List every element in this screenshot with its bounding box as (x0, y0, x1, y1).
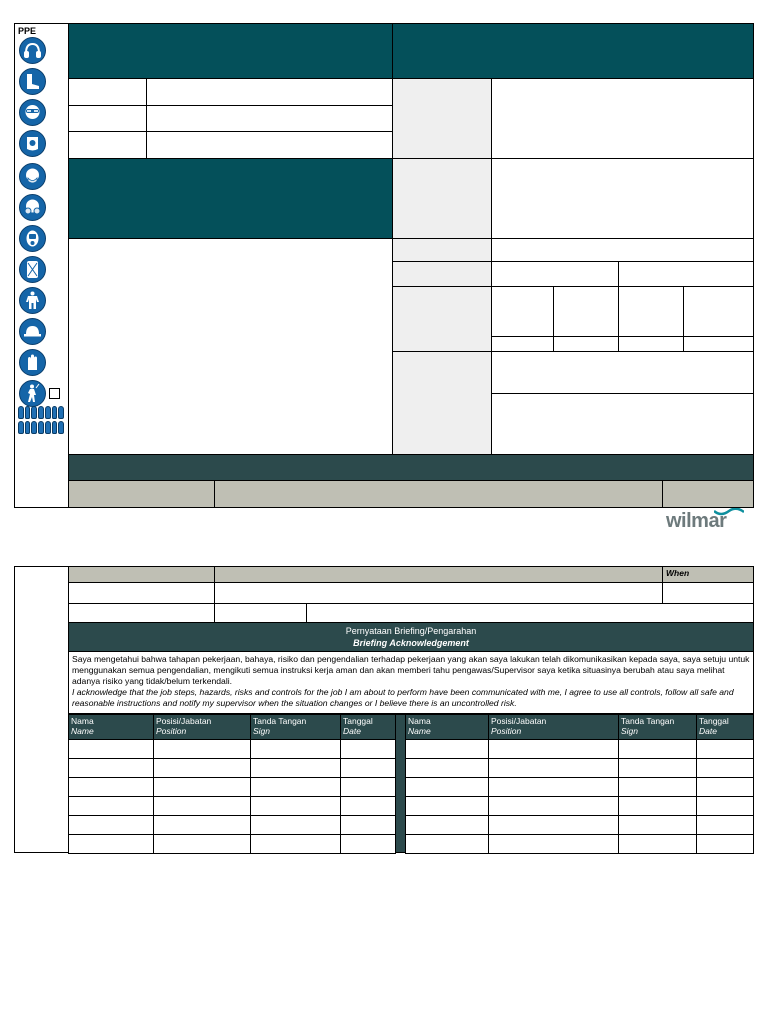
signature-cell[interactable] (618, 739, 697, 759)
signature-cell[interactable] (153, 834, 251, 854)
signature-cell[interactable] (153, 777, 251, 797)
briefing-title-id: Pernyataan Briefing/Pengarahan (345, 626, 477, 636)
respirator-icon (19, 194, 46, 221)
col-header-id: Posisi/Jabatan (156, 716, 212, 726)
grid-cell[interactable] (618, 286, 684, 337)
signature-cell[interactable] (68, 758, 154, 778)
footer-grey-cell-2 (214, 480, 663, 508)
signature-cell[interactable] (696, 739, 754, 759)
label-cell-3 (68, 131, 147, 159)
col-header-en: Name (71, 726, 94, 736)
col-header-id: Nama (408, 716, 431, 726)
ear-protection-icon (19, 37, 46, 64)
glove-icon (31, 406, 37, 419)
signature-cell[interactable] (488, 777, 619, 797)
signature-cell[interactable] (405, 777, 489, 797)
when-input[interactable] (662, 582, 754, 604)
col-header-id: Tanggal (343, 716, 373, 726)
right-label-3 (392, 238, 492, 262)
signature-cell[interactable] (340, 834, 396, 854)
ppe-column (14, 23, 68, 508)
col-header-sign-2 (618, 714, 697, 740)
ppe-checkbox[interactable] (49, 388, 60, 399)
glove-icon (31, 421, 37, 434)
signature-cell[interactable] (153, 758, 251, 778)
signature-cell[interactable] (405, 834, 489, 854)
signature-cell[interactable] (68, 739, 154, 759)
right-input-2[interactable] (491, 158, 754, 239)
glove-icon (52, 421, 58, 434)
signature-cell[interactable] (250, 758, 341, 778)
safety-glasses-icon (19, 99, 46, 126)
signature-cell[interactable] (696, 758, 754, 778)
signature-cell[interactable] (340, 758, 396, 778)
col-header-id: Nama (71, 716, 94, 726)
col-header-name-2 (405, 714, 489, 740)
hazmat-suit-icon (19, 256, 46, 283)
grid-cell[interactable] (553, 336, 619, 352)
glove-icon (45, 421, 51, 434)
signature-cell[interactable] (405, 758, 489, 778)
signature-cell[interactable] (405, 796, 489, 816)
signature-cell[interactable] (618, 758, 697, 778)
briefing-input-3[interactable] (68, 603, 215, 623)
signature-cell[interactable] (250, 834, 341, 854)
right-label-5 (392, 286, 492, 352)
signature-cell[interactable] (250, 815, 341, 835)
briefing-input-5[interactable] (306, 603, 754, 623)
signature-cell[interactable] (405, 815, 489, 835)
col-header-id: Tanda Tangan (621, 716, 675, 726)
glove-icon (58, 406, 64, 419)
col-header-en: Position (491, 726, 522, 736)
briefing-title-en: Briefing Acknowledgement (353, 638, 469, 648)
wilmar-logo (664, 508, 748, 532)
signature-cell[interactable] (153, 815, 251, 835)
signature-cell[interactable] (488, 815, 619, 835)
header-bar-right (392, 23, 754, 79)
signature-cell[interactable] (696, 834, 754, 854)
input-cell-3[interactable] (146, 131, 393, 159)
glove-icon (45, 406, 51, 419)
right-input-1[interactable] (491, 78, 754, 159)
signature-cell[interactable] (696, 796, 754, 816)
briefing-left-margin (14, 566, 68, 853)
grid-cell[interactable] (618, 336, 684, 352)
briefing-input-1[interactable] (68, 582, 215, 604)
signature-cell[interactable] (340, 739, 396, 759)
briefing-input-2[interactable] (214, 582, 663, 604)
gloves-icon (19, 349, 46, 376)
grid-cell[interactable] (683, 286, 754, 337)
job-steps-area[interactable] (68, 238, 393, 455)
signature-cell[interactable] (68, 815, 154, 835)
col-header-date (340, 714, 396, 740)
signature-cell[interactable] (405, 739, 489, 759)
col-header-en: Date (343, 726, 361, 736)
glove-icon (58, 421, 64, 434)
face-shield-icon (19, 130, 46, 157)
grid-cell[interactable] (491, 286, 554, 337)
signature-cell[interactable] (488, 796, 619, 816)
signature-cell[interactable] (618, 834, 697, 854)
col-header-en: Sign (253, 726, 271, 736)
header-bar-left (68, 23, 393, 79)
glove-icon (25, 406, 31, 419)
col-header-id: Tanggal (699, 716, 729, 726)
coverall-icon (19, 287, 46, 314)
col-header-en: Name (408, 726, 431, 736)
briefing-grey-cell-1 (68, 566, 215, 583)
signature-cell[interactable] (68, 777, 154, 797)
col-header-en: Position (156, 726, 187, 736)
harness-icon (19, 380, 46, 407)
footer-bar (68, 454, 754, 481)
acknowledgement-statement (68, 651, 754, 714)
signature-cell[interactable] (340, 796, 396, 816)
col-header-position (153, 714, 251, 740)
statement-en: I acknowledge that the job steps, hazards, risks and controls for the job I am about to perform have been communicated with me, I agree to use all controls, follow all safe and reasonable instructions and notify my supervisor when the situation changes or I believe there is an uncontrolled risk. (72, 687, 734, 708)
grid-cell[interactable] (683, 336, 754, 352)
right-input-4b[interactable] (618, 261, 754, 287)
signature-cell[interactable] (696, 777, 754, 797)
hard-hat-icon (19, 318, 46, 345)
safety-boots-icon (19, 68, 46, 95)
signature-cell[interactable] (488, 739, 619, 759)
input-cell-1[interactable] (146, 78, 393, 106)
col-header-en: Sign (621, 726, 639, 736)
right-input-3[interactable] (491, 238, 754, 262)
label-cell-2 (68, 105, 147, 132)
statement-id: Saya mengetahui bahwa tahapan pekerjaan, bahaya, risiko dan pengendalian terhadap pekerjaan yang akan saya lakukan telah dikomunikasikan kepada saya, saya setuju untuk menggunakan semua pengendalian, mengikuti semua instruksi kerja aman dan akan memberi tahu pengawas/Supervisor saya ketika situasinya berubah atau saya melihat adanya risiko yang tidak/belum terkendali. (72, 654, 750, 686)
signature-cell[interactable] (153, 739, 251, 759)
right-input-6a[interactable] (491, 351, 754, 394)
glove-icon (25, 421, 31, 434)
input-cell-2[interactable] (146, 105, 393, 132)
col-header-name (68, 714, 154, 740)
signature-cell[interactable] (488, 834, 619, 854)
logo-wave-icon (714, 508, 744, 518)
signature-cell[interactable] (340, 815, 396, 835)
ppe-title: PPE (18, 26, 37, 36)
col-header-date-2 (696, 714, 754, 740)
footer-grey-cell-1 (68, 480, 215, 508)
signature-cell[interactable] (68, 834, 154, 854)
signature-cell[interactable] (618, 815, 697, 835)
glove-icon (38, 421, 44, 434)
briefing-input-4[interactable] (214, 603, 307, 623)
full-face-mask-icon (19, 225, 46, 252)
glove-icon (18, 406, 24, 419)
col-header-position-2 (488, 714, 619, 740)
signature-cell[interactable] (250, 777, 341, 797)
signature-cell[interactable] (250, 796, 341, 816)
right-label-2 (392, 158, 492, 239)
col-header-en: Date (699, 726, 717, 736)
logo-text: wilmar (666, 510, 727, 532)
signature-cell[interactable] (488, 758, 619, 778)
section-header-steps (68, 158, 393, 239)
right-label-1 (392, 78, 492, 159)
briefing-title-bar (68, 622, 754, 652)
right-input-6b[interactable] (491, 393, 754, 455)
glove-sizes-strip (18, 406, 64, 448)
label-cell-1 (68, 78, 147, 106)
footer-grey-cell-3 (662, 480, 754, 508)
right-label-4 (392, 261, 492, 287)
glove-icon (52, 406, 58, 419)
col-header-id: Tanda Tangan (253, 716, 307, 726)
col-header-sign (250, 714, 341, 740)
signature-cell[interactable] (250, 739, 341, 759)
signature-cell[interactable] (696, 815, 754, 835)
signature-cell[interactable] (68, 796, 154, 816)
glove-icon (38, 406, 44, 419)
signature-cell[interactable] (153, 796, 251, 816)
col-header-id: Posisi/Jabatan (491, 716, 547, 726)
right-label-6 (392, 351, 492, 455)
signature-cell[interactable] (340, 777, 396, 797)
briefing-grey-cell-2 (214, 566, 663, 583)
dust-mask-icon (19, 163, 46, 190)
right-input-4a[interactable] (491, 261, 619, 287)
grid-cell[interactable] (553, 286, 619, 337)
when-label: When (662, 566, 754, 583)
signature-cell[interactable] (618, 796, 697, 816)
glove-icon (18, 421, 24, 434)
signature-cell[interactable] (618, 777, 697, 797)
grid-cell[interactable] (491, 336, 554, 352)
